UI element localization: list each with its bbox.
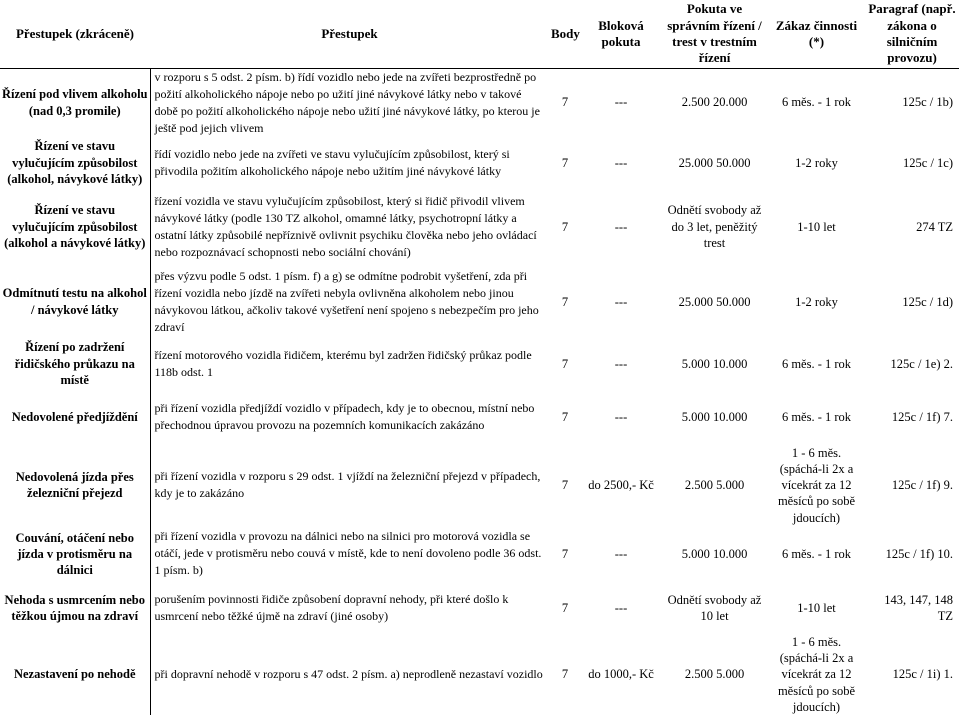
offense-name: Nedovolená jízda přes železniční přejezd [15,470,134,501]
offense-name: Odmítnutí testu na alkohol / návykové látky [2,286,147,317]
offense-name: Nehoda s usmrcením nebo těžkou újmou na zdraví [4,592,145,623]
admin-fine-value: 2.500 5.000 [684,478,745,493]
offense-description: v rozporu s 5 odst. 2 písm. b) řídí vozidlo nebo jede na zvířeti bezprostředně po požití alkoholického nápoje nebo po užití jiné návykové látky nebo v takové době po požití alkoholického nápoje nebo užití jiné návykové látky, po kterou je ještě pod jejich vlivem [150,68,549,137]
offense-name: Řízení po zadržení řidičského průkazu na místě [14,340,135,387]
admin-fine-value: 25.000 50.000 [678,155,751,170]
admin-fine-value: 5.000 10.000 [681,546,748,561]
points-value: 7 [561,667,569,682]
offense-description: porušením povinnosti řidiče způsobení dopravní nehody, při které došlo k usmrcení nebo těžké újmě na zdraví (jiné osoby) [150,582,549,634]
block-fine-value: --- [614,356,628,371]
points-value: 7 [561,356,569,371]
header-offense: Přestupek [150,0,549,68]
block-fine-value: --- [614,294,628,309]
block-fine-value: --- [614,95,628,110]
block-fine-value: do 1000,- Kč [588,667,654,682]
ban-value: 6 měs. - 1 rok [781,409,852,424]
header-paragraph: Paragraf (např. zákona o silničním provozu) [865,0,959,68]
paragraph-value: 125c / 1f) 7. [891,409,953,424]
paragraph-value: 143, 147, 148 TZ [884,592,953,623]
admin-fine-value: 5.000 10.000 [681,409,748,424]
offense-description: při řízení vozidla v provozu na dálnici nebo na silnici pro motorová vozidla se otáčí, jede v protisměru nebo couvá v místě, kde to není dovoleno podle 36 odst. 1 písm. b) [150,526,549,582]
offense-name: Nedovolené předjíždění [11,409,138,424]
points-value: 7 [561,478,569,493]
table-row [0,582,959,634]
admin-fine-value: 5.000 10.000 [681,356,748,371]
offense-name: Couvání, otáčení nebo jízda v protisměru na dálnici [15,530,134,577]
header-admin-fine: Pokuta ve správním řízení / trest v trestním řízení [661,0,768,68]
header-points: Body [549,0,581,68]
ban-value: 1-10 let [797,219,836,234]
table-row [0,526,959,582]
paragraph-value: 125c / 1c) [903,155,953,170]
paragraph-value: 125c / 1d) [902,294,953,309]
block-fine-value: do 2500,- Kč [588,478,654,493]
points-value: 7 [561,219,569,234]
points-value: 7 [561,546,569,561]
ban-value: 6 měs. - 1 rok [781,546,852,561]
admin-fine-value: Odnětí svobody až do 3 let, peněžitý trest [667,203,762,250]
table-row [0,189,959,265]
offense-description: řízení motorového vozidla řidičem, kterému byl zadržen řidičský průkaz podle 118b odst. 1 [150,339,549,389]
paragraph-value: 125c / 1i) 1. [892,667,953,682]
block-fine-value: --- [614,409,628,424]
admin-fine-value: Odnětí svobody až 10 let [667,592,762,623]
header-block-fine: Bloková pokuta [581,0,661,68]
ban-value: 6 měs. - 1 rok [781,356,852,371]
points-value: 7 [561,95,569,110]
paragraph-value: 125c / 1f) 10. [885,546,953,561]
header-ban: Zákaz činnosti (*) [768,0,865,68]
offense-description: při řízení vozidla předjíždí vozidlo v případech, kdy je to obecnou, místní nebo přechodnou úpravou provozu na pozemních komunikacích zakázáno [150,389,549,445]
points-value: 7 [561,155,569,170]
offense-description: řídí vozidlo nebo jede na zvířeti ve stavu vylučujícím způsobilost, který si přivodila požitím alkoholického nápoje nebo užitím jiné návykové látky [150,137,549,189]
offense-name: Řízení pod vlivem alkoholu (nad 0,3 promile) [2,87,148,118]
block-fine-value: --- [614,155,628,170]
block-fine-value: --- [614,600,628,615]
header-row [0,0,959,68]
ban-value: 1 - 6 měs. (spáchá-li 2x a vícekrát za 12 měsíců po sobě jdoucích) [777,634,856,714]
offense-description: při dopravní nehodě v rozporu s 47 odst. 2 písm. a) neprodleně nezastaví vozidlo [150,634,549,715]
header-offense-short: Přestupek (zkráceně) [0,0,150,68]
table-row [0,339,959,389]
block-fine-value: --- [614,219,628,234]
ban-value: 1-2 roky [795,155,838,170]
admin-fine-value: 25.000 50.000 [678,294,751,309]
table-row [0,389,959,445]
offense-description: přes výzvu podle 5 odst. 1 písm. f) a g) se odmítne podrobit vyšetření, zda při řízení vozidla nebo jízdě na zvířeti nebyla ovlivněna alkoholem nebo jinou návykovou látkou, ačkoliv takové vyšetření není spojeno s nebezpečím pro jeho zdraví [150,265,549,339]
points-value: 7 [561,409,569,424]
ban-value: 1 - 6 měs. (spáchá-li 2x a vícekrát za 12 měsíců po sobě jdoucích) [777,445,856,525]
offense-name: Řízení ve stavu vylučujícím způsobilost (alkohol a návykové látky) [4,203,146,250]
points-value: 7 [561,600,569,615]
offense-description: při řízení vozidla v rozporu s 29 odst. 1 vjíždí na železniční přejezd v případech, kdy je to zakázáno [150,445,549,526]
paragraph-value: 274 TZ [916,219,953,234]
block-fine-value: --- [614,546,628,561]
paragraph-value: 125c / 1b) [902,95,953,110]
table-row [0,634,959,715]
table-row [0,68,959,137]
ban-value: 1-2 roky [795,294,838,309]
admin-fine-value: 2.500 20.000 [681,95,748,110]
offense-name: Nezastavení po nehodě [13,667,136,682]
ban-value: 6 měs. - 1 rok [781,95,852,110]
paragraph-value: 125c / 1f) 9. [891,478,953,493]
table-row [0,445,959,526]
ban-value: 1-10 let [797,600,836,615]
table-row [0,265,959,339]
table-row [0,137,959,189]
admin-fine-value: 2.500 5.000 [684,667,745,682]
offense-name: Řízení ve stavu vylučujícím způsobilost (alkohol, návykové látky) [7,139,143,186]
points-value: 7 [561,294,569,309]
paragraph-value: 125c / 1e) 2. [890,356,953,371]
offense-description: řízení vozidla ve stavu vylučujícím způsobilost, který si řidič přivodil vlivem návykové látky (podle 130 TZ alkohol, omamné látky, psychotropní látky a ostatní látky způsobilé nepříznivě ovlivnit psychiku člověka nebo jeho ovládací nebo rozpoznávací schopnosti nebo sociální chování) [150,189,549,265]
